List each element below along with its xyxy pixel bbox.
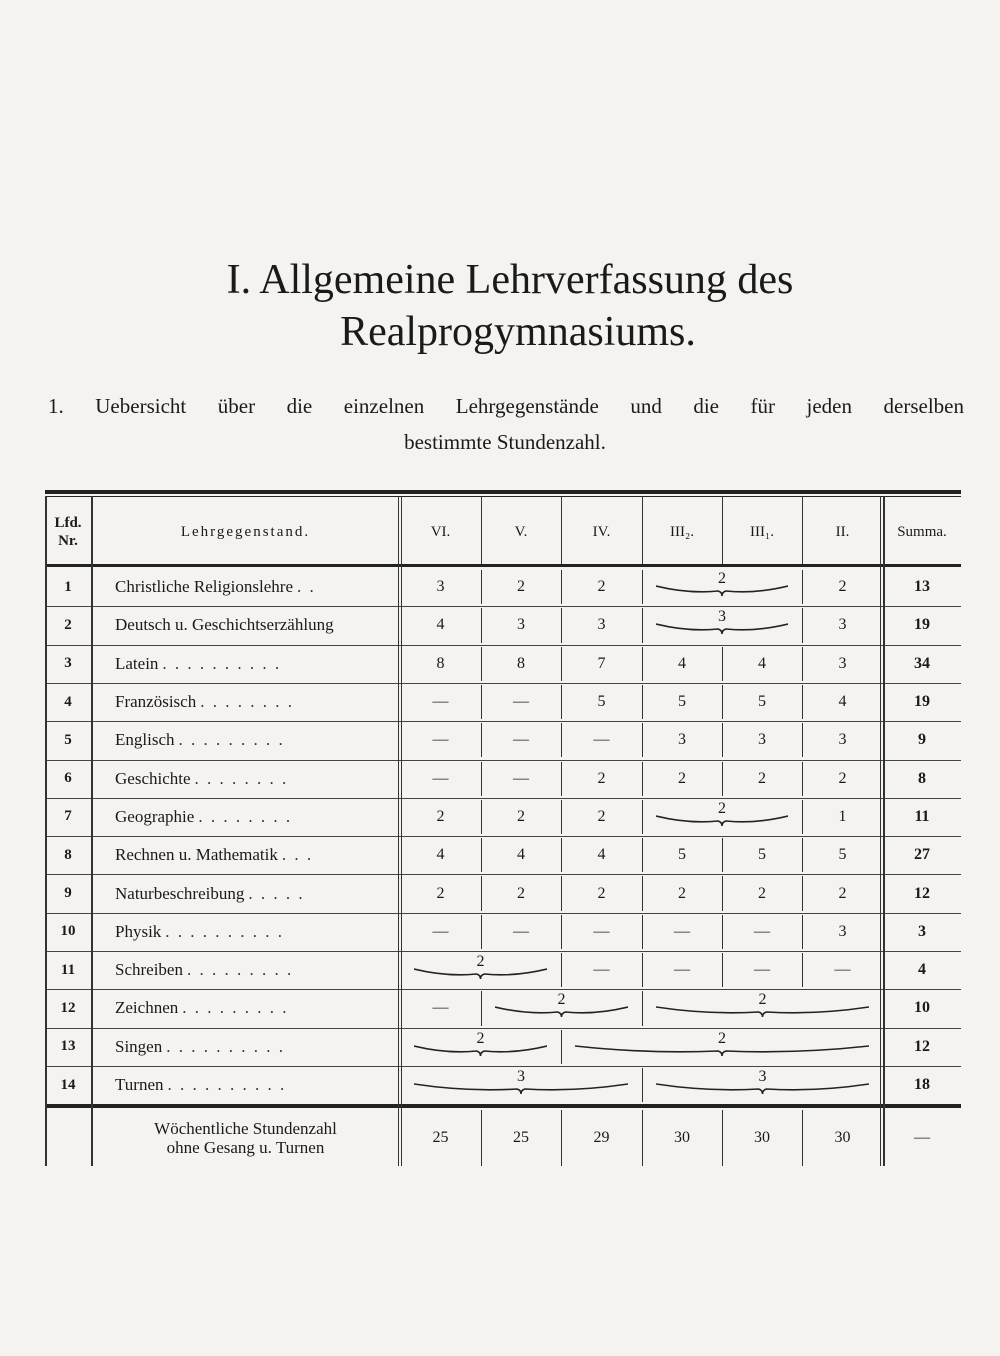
total-class-divider xyxy=(561,1110,562,1166)
row-sum: 12 xyxy=(914,884,930,902)
row-hours-4: 5 xyxy=(758,846,766,864)
subject-name: Geschichte xyxy=(115,768,191,788)
row-sum: 10 xyxy=(914,999,930,1017)
class-column-divider xyxy=(802,876,803,910)
header-class-1: V. xyxy=(514,523,528,540)
leader-dots: . . . xyxy=(281,845,314,865)
row-hours-5: 2 xyxy=(838,769,847,787)
header-subject: Lehrgegenstand. xyxy=(180,523,311,540)
header-class-divider xyxy=(802,496,803,564)
brace-value: 2 xyxy=(758,991,767,1009)
page-title-line-1: I. Allgemeine Lehrverfassung des xyxy=(226,257,794,303)
class-column-divider xyxy=(561,723,562,757)
row-hours-1: 2 xyxy=(517,807,525,825)
header-sum: Summa. xyxy=(897,523,947,540)
class-column-divider xyxy=(722,838,723,872)
header-nr-part: Nr. xyxy=(58,533,78,549)
row-hours-3: 5 xyxy=(678,846,686,864)
total-class-divider xyxy=(481,1110,482,1166)
row-nr: 6 xyxy=(64,770,72,787)
row-sum: 18 xyxy=(914,1076,930,1094)
brace-value: 2 xyxy=(718,570,726,587)
row-nr: 3 xyxy=(64,655,72,672)
row-nr: 1 xyxy=(64,578,72,595)
row-sum: 34 xyxy=(914,654,930,672)
leader-dots: . . . . . . . . . xyxy=(182,998,289,1018)
class-column-divider xyxy=(722,915,723,949)
row-subject xyxy=(115,721,396,759)
header-class-divider xyxy=(722,496,723,564)
total-hours-1: 25 xyxy=(513,1129,529,1147)
total-label xyxy=(91,1110,400,1166)
row-hours-1: 2 xyxy=(517,578,525,596)
class-column-divider xyxy=(802,800,803,834)
class-column-divider xyxy=(722,876,723,910)
row-hours-0: 8 xyxy=(436,654,445,672)
leader-dots: . . xyxy=(297,577,316,597)
subject-name: Schreiben xyxy=(115,960,183,980)
row-nr: 7 xyxy=(64,808,72,825)
row-subject xyxy=(115,568,396,606)
row-hours-2: 7 xyxy=(597,654,606,672)
row-hours-1: — xyxy=(513,693,529,711)
brace-value: 2 xyxy=(557,991,566,1009)
sum-column-divider-a xyxy=(880,496,881,1166)
total-hours-0: 25 xyxy=(432,1129,449,1147)
class-column-divider xyxy=(481,800,482,834)
section-heading-line-1: 1. Uebersicht über die einzelnen Lehrgegenstände und die für jeden derselben xyxy=(48,394,964,418)
row-hours-3: 5 xyxy=(678,693,686,711)
row-hours-3: 2 xyxy=(678,769,686,787)
row-hours-0: — xyxy=(432,731,449,749)
class-column-divider xyxy=(722,762,723,796)
class-column-divider xyxy=(481,685,482,719)
row-subject xyxy=(115,1066,396,1104)
class-column-divider xyxy=(642,991,643,1025)
class-column-divider xyxy=(802,570,803,604)
class-column-divider xyxy=(561,608,562,642)
class-column-divider xyxy=(561,838,562,872)
leader-dots: . . . . . . . . xyxy=(198,806,293,826)
row-sum: 19 xyxy=(914,616,930,634)
class-column-divider xyxy=(481,570,482,604)
class-column-divider xyxy=(481,991,482,1025)
class-column-divider xyxy=(561,647,562,681)
leader-dots: . . . . . . . . . . xyxy=(166,1036,285,1056)
row-subject xyxy=(115,989,396,1027)
header-class-2: IV. xyxy=(592,523,611,540)
sum-column-divider-b xyxy=(883,496,885,1166)
header-class-divider xyxy=(561,496,562,564)
row-hours-2: 2 xyxy=(597,578,606,596)
header-class-3: III₂. xyxy=(670,523,694,540)
row-hours-1: — xyxy=(513,922,529,940)
row-hours-2: 5 xyxy=(597,693,606,711)
row-hours-2: 3 xyxy=(597,616,606,634)
class-column-divider xyxy=(802,838,803,872)
row-subject xyxy=(115,683,396,721)
table-top-rule xyxy=(45,490,961,494)
row-hours-3: 2 xyxy=(678,884,686,902)
class-column-divider xyxy=(642,838,643,872)
row-hours-4: 4 xyxy=(758,654,766,672)
class-column-divider xyxy=(561,1030,562,1064)
total-class-divider xyxy=(802,1110,803,1166)
class-column-divider xyxy=(642,570,643,604)
class-column-divider xyxy=(722,723,723,757)
row-hours-5: 2 xyxy=(838,884,847,902)
section-heading-line-2: bestimmte Stundenzahl. xyxy=(404,430,606,454)
brace-value: 3 xyxy=(718,608,726,626)
totals-top-rule xyxy=(45,1104,961,1108)
row-hours-5: 5 xyxy=(838,846,847,864)
subject-name: Christliche Religionslehre xyxy=(115,577,293,597)
row-hours-2: 2 xyxy=(597,884,606,902)
total-hours-2: 29 xyxy=(593,1129,610,1147)
class-column-divider xyxy=(802,762,803,796)
class-column-divider xyxy=(642,800,643,834)
class-column-divider xyxy=(561,876,562,910)
brace-value: 2 xyxy=(718,799,726,817)
subject-name: Singen xyxy=(115,1036,163,1056)
class-column-divider xyxy=(642,1068,643,1102)
class-column-divider xyxy=(561,570,562,604)
row-hours-4: — xyxy=(754,922,770,940)
row-nr: 10 xyxy=(60,923,76,940)
subject-name: Deutsch u. Geschichtserzählung xyxy=(115,615,334,635)
class-column-divider xyxy=(642,685,643,719)
total-label-line: Wöchentliche Stundenzahl xyxy=(154,1119,337,1139)
row-subject xyxy=(115,913,396,951)
subject-column-divider-b xyxy=(401,496,402,1166)
row-hours-0: 2 xyxy=(436,807,445,825)
class-column-divider xyxy=(802,647,803,681)
subject-name: Englisch xyxy=(115,730,175,750)
row-nr: 12 xyxy=(60,999,76,1016)
row-hours-5: 3 xyxy=(838,922,847,940)
total-class-divider xyxy=(642,1110,643,1166)
row-hours-1: — xyxy=(513,731,529,749)
row-sum: 3 xyxy=(918,922,926,940)
row-hours-3: — xyxy=(674,922,690,940)
total-hours-5: 30 xyxy=(834,1129,851,1147)
class-column-divider xyxy=(802,723,803,757)
class-column-divider xyxy=(722,647,723,681)
row-sum: 19 xyxy=(914,693,930,711)
header-class-divider xyxy=(481,496,482,564)
total-class-divider xyxy=(722,1110,723,1166)
class-column-divider xyxy=(802,685,803,719)
row-nr: 11 xyxy=(60,961,76,978)
class-column-divider xyxy=(722,953,723,987)
row-hours-5: 4 xyxy=(838,693,847,711)
subject-name: Französisch xyxy=(115,692,197,712)
row-hours-1: 8 xyxy=(517,654,525,672)
class-column-divider xyxy=(802,915,803,949)
row-hours-0: 2 xyxy=(436,884,445,902)
table-top-rule-thin xyxy=(45,496,961,497)
leader-dots: . . . . . . . . . xyxy=(186,960,294,980)
row-hours-1: 4 xyxy=(517,846,525,864)
row-nr: 9 xyxy=(64,885,72,902)
subject-name: Physik xyxy=(115,921,162,941)
brace-value: 2 xyxy=(718,1029,726,1047)
row-hours-0: — xyxy=(432,999,449,1017)
class-column-divider xyxy=(561,915,562,949)
row-subject xyxy=(115,645,396,683)
leader-dots: . . . . . . . . xyxy=(194,768,289,788)
class-column-divider xyxy=(802,608,803,642)
subject-column-divider-a xyxy=(398,496,399,1166)
row-sum: 11 xyxy=(914,807,930,825)
row-hours-4: 3 xyxy=(758,731,766,749)
row-hours-3: — xyxy=(674,961,690,979)
header-nr xyxy=(45,500,91,564)
class-column-divider xyxy=(722,685,723,719)
subject-name: Zeichnen xyxy=(115,998,179,1018)
row-hours-1: 2 xyxy=(517,884,525,902)
class-column-divider xyxy=(481,876,482,910)
class-column-divider xyxy=(561,762,562,796)
row-hours-3: 3 xyxy=(678,731,686,749)
class-column-divider xyxy=(561,685,562,719)
class-column-divider xyxy=(481,647,482,681)
row-subject xyxy=(115,836,396,874)
row-nr: 4 xyxy=(64,693,72,710)
header-class-4: III₁. xyxy=(750,523,774,540)
row-sum: 9 xyxy=(918,731,926,749)
class-column-divider xyxy=(642,953,643,987)
row-nr: 14 xyxy=(60,1076,76,1093)
row-hours-2: — xyxy=(593,731,610,749)
leader-dots: . . . . . xyxy=(248,883,305,903)
row-hours-0: 3 xyxy=(436,578,445,596)
row-nr: 8 xyxy=(64,846,72,863)
page-title-line-2: Realprogymnasiums. xyxy=(340,309,696,355)
leader-dots: . . . . . . . . . xyxy=(178,730,285,750)
total-hours-4: 30 xyxy=(754,1129,770,1147)
class-column-divider xyxy=(481,762,482,796)
total-sum: — xyxy=(914,1129,930,1147)
row-hours-5: — xyxy=(834,961,851,979)
class-column-divider xyxy=(642,915,643,949)
row-hours-2: 2 xyxy=(597,769,606,787)
row-subject xyxy=(115,874,396,912)
row-sum: 27 xyxy=(914,846,930,864)
leader-dots: . . . . . . . . . . xyxy=(167,1075,287,1095)
row-subject xyxy=(115,798,396,836)
header-class-0: VI. xyxy=(430,523,451,540)
class-column-divider xyxy=(481,915,482,949)
brace-value: 2 xyxy=(476,953,485,970)
class-column-divider xyxy=(481,608,482,642)
class-column-divider xyxy=(802,953,803,987)
lesson-hours-table xyxy=(45,490,961,1160)
row-hours-2: — xyxy=(593,961,610,979)
class-column-divider xyxy=(481,723,482,757)
row-hours-0: 4 xyxy=(436,846,445,864)
row-hours-4: 2 xyxy=(758,884,766,902)
subject-name: Geographie xyxy=(115,806,195,826)
leader-dots: . . . . . . . . . . xyxy=(165,921,285,941)
class-column-divider xyxy=(642,647,643,681)
row-nr: 5 xyxy=(64,731,72,748)
row-hours-5: 3 xyxy=(838,731,847,749)
row-hours-0: — xyxy=(432,693,449,711)
row-hours-1: 3 xyxy=(517,616,525,634)
row-hours-5: 3 xyxy=(838,654,847,672)
row-hours-3: 4 xyxy=(678,654,686,672)
row-hours-2: 4 xyxy=(597,846,606,864)
row-subject xyxy=(115,1028,396,1066)
row-hours-2: 2 xyxy=(597,807,606,825)
subject-name: Latein xyxy=(115,653,159,673)
row-hours-5: 3 xyxy=(838,616,847,634)
row-hours-1: — xyxy=(513,769,529,787)
row-hours-2: — xyxy=(593,922,610,940)
class-column-divider xyxy=(642,876,643,910)
row-hours-4: 5 xyxy=(758,693,766,711)
class-column-divider xyxy=(642,608,643,642)
row-sum: 13 xyxy=(914,578,930,596)
row-subject xyxy=(115,606,396,644)
class-column-divider xyxy=(481,838,482,872)
leader-dots: . . . . . . . . . . xyxy=(162,653,282,673)
header-class-divider xyxy=(642,496,643,564)
subject-name: Turnen xyxy=(115,1075,164,1095)
total-hours-3: 30 xyxy=(674,1129,690,1147)
row-nr: 2 xyxy=(64,616,72,633)
row-sum: 12 xyxy=(914,1037,930,1055)
row-hours-0: 4 xyxy=(436,616,445,634)
total-label-line: ohne Gesang u. Turnen xyxy=(166,1138,325,1158)
class-column-divider xyxy=(642,762,643,796)
row-nr: 13 xyxy=(60,1038,76,1055)
class-column-divider xyxy=(642,723,643,757)
class-column-divider xyxy=(561,800,562,834)
row-hours-0: — xyxy=(432,922,449,940)
row-subject xyxy=(115,951,396,989)
brace-value: 3 xyxy=(758,1067,767,1085)
leader-dots: . . . . . . . . xyxy=(200,692,294,712)
row-sum: 4 xyxy=(918,961,926,979)
table-left-border xyxy=(45,496,47,1166)
row-hours-0: — xyxy=(432,769,449,787)
row-hours-5: 1 xyxy=(838,807,847,825)
row-hours-5: 2 xyxy=(838,578,847,596)
brace-value: 3 xyxy=(517,1067,525,1085)
nr-column-divider xyxy=(91,496,93,1166)
row-hours-4: — xyxy=(754,961,770,979)
header-class-5: II. xyxy=(835,523,850,540)
row-sum: 8 xyxy=(918,769,926,787)
row-subject xyxy=(115,760,396,798)
subject-name: Rechnen u. Mathematik xyxy=(115,845,278,865)
header-bottom-rule xyxy=(45,564,961,567)
row-hours-4: 2 xyxy=(758,769,766,787)
subject-name: Naturbeschreibung xyxy=(115,883,245,903)
class-column-divider xyxy=(561,953,562,987)
brace-value: 2 xyxy=(476,1029,485,1047)
header-nr-part: Lfd. xyxy=(54,515,82,531)
